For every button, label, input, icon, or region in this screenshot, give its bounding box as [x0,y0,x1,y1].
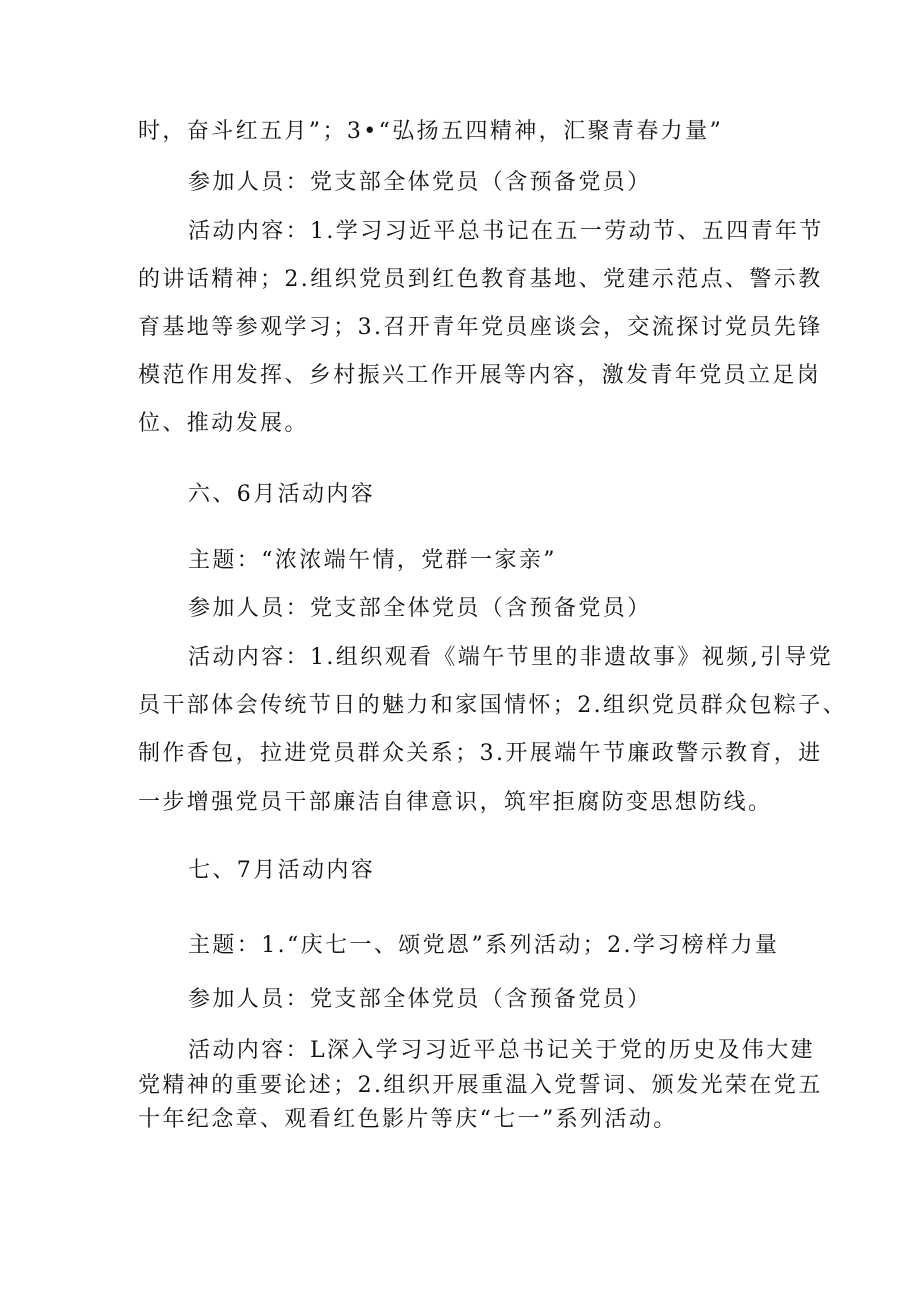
june-content-line: 活动内容：1.组织观看《端午节里的非遗故事》视频,引导党 [188,645,834,670]
june-theme: 主题：“浓浓端午情，党群一家亲” [188,548,557,573]
june-content-line: 员干部体会传统节日的魅力和家国情怀；2.组织党员群众包粽子、 [138,693,847,718]
june-content-line: 一步增强党员干部廉洁自律意识，筑牢拒腐防变思想防线。 [138,790,773,815]
intro-content-line: 位、推动发展。 [138,411,309,436]
intro-content-line: 的讲话精神；2.组织党员到红色教育基地、党建示范点、警示教 [138,267,823,292]
intro-content-line: 活动内容：1.学习习近平总书记在五一劳动节、五四青年节 [188,219,824,244]
intro-theme-continued: 时，奋斗红五月”；3•“弘扬五四精神，汇聚青春力量” [138,119,724,144]
intro-participants: 参加人员：党支部全体党员（含预备党员） [188,170,652,195]
july-content-line: 党精神的重要论述；2.组织开展重温入党誓词、颁发光荣在党五 [138,1073,823,1098]
july-content-line: 十年纪念章、观看红色影片等庆“七一”系列活动。 [138,1107,678,1132]
july-theme: 主题：1.“庆七一、颂党恩”系列活动；2.学习榜样力量 [188,933,780,958]
intro-content-line: 育基地等参观学习；3.召开青年党员座谈会，交流探讨党员先锋 [138,315,823,340]
july-heading: 七、7月活动内容 [188,858,376,883]
intro-content-line: 模范作用发挥、乡村振兴工作开展等内容，激发青年党员立足岗 [138,363,822,388]
june-heading: 六、6月活动内容 [188,482,376,507]
june-content-line: 制作香包，拉进党员群众关系；3.开展端午节廉政警示教育，进 [138,741,823,766]
june-participants: 参加人员：党支部全体党员（含预备党员） [188,596,652,621]
july-participants: 参加人员：党支部全体党员（含预备党员） [188,987,652,1012]
july-content-line: 活动内容：L深入学习习近平总书记关于党的历史及伟大建 [188,1038,816,1063]
